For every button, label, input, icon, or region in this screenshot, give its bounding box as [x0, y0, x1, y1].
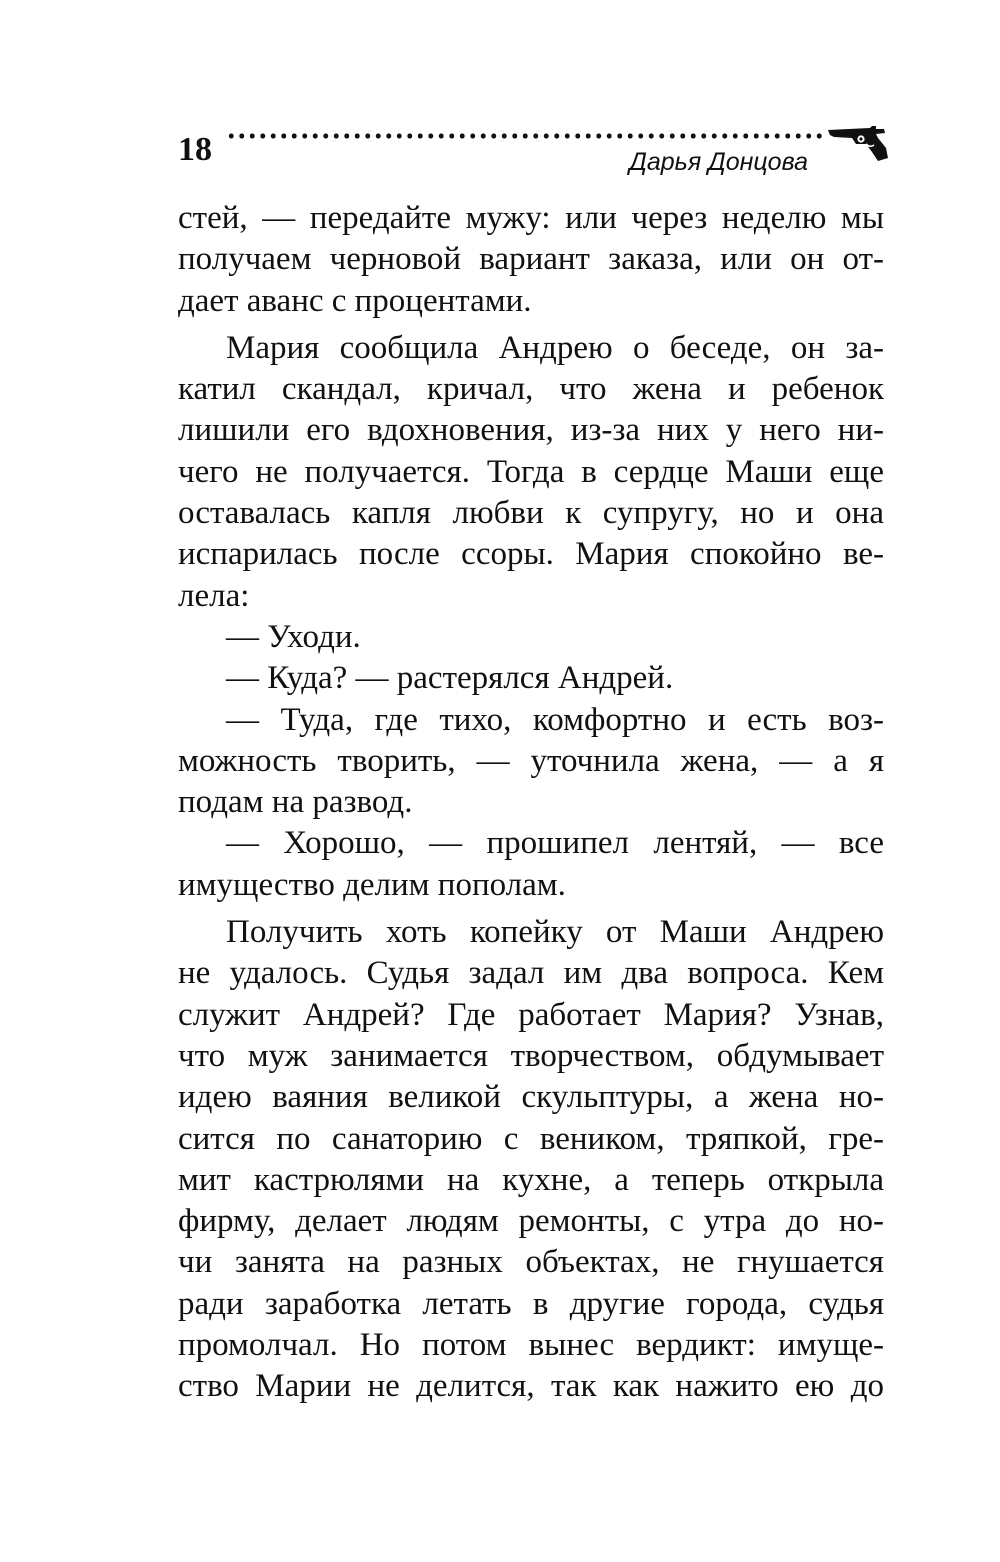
- text-line: можность творить, — уточнила жена, — а я: [178, 742, 884, 779]
- text-line: получаем черновой вариант заказа, или он от-: [178, 241, 884, 278]
- text-line: промолчал. Но потом вынес вердикт: имуще-: [178, 1327, 884, 1364]
- text-line: идею ваяния великой скульптуры, а жена но-: [178, 1079, 884, 1116]
- paragraph: [178, 328, 884, 617]
- text-line: чи занята на разных объектах, не гнушается: [178, 1244, 884, 1281]
- author-name: Дарья Донцова: [629, 148, 808, 176]
- page-header: [178, 118, 890, 188]
- text-line: — Хорошо, — прошипел лентяй, — все: [226, 825, 884, 862]
- text-line: что муж занимается творчеством, обдумывает: [178, 1037, 884, 1074]
- text-line: фирму, делает людям ремонты, с утра до но-: [178, 1203, 884, 1240]
- text-line: Мария сообщила Андрею о беседе, он за-: [226, 329, 884, 366]
- text-line: — Уходи.: [226, 618, 361, 655]
- paragraph: [178, 617, 884, 658]
- text-line: оставалась капля любви к супругу, но и она: [178, 495, 884, 532]
- text-line: — Куда? — растерялся Андрей.: [226, 660, 674, 697]
- revolver-icon: [826, 124, 890, 164]
- text-line: Получить хоть копейку от Маши Андрею: [226, 914, 884, 951]
- page-number: 18: [178, 131, 212, 168]
- text-line: мит кастрюлями на кухне, а теперь открыла: [178, 1161, 884, 1198]
- page-text: [178, 198, 884, 1408]
- text-line: ство Марии не делится, так как нажито ею до: [178, 1368, 884, 1405]
- text-line: испарилась после ссоры. Мария спокойно ве-: [178, 536, 884, 573]
- text-line: стей, — передайте мужу: или через неделю мы: [178, 200, 884, 236]
- text-line: чего не получается. Тогда в сердце Маши еще: [178, 453, 884, 490]
- paragraph: [178, 912, 884, 1408]
- text-line: катил скандал, кричал, что жена и ребенок: [178, 371, 884, 408]
- paragraph: [178, 700, 884, 824]
- header-dotted-rule: [226, 132, 826, 140]
- text-line: — Туда, где тихо, комфортно и есть воз-: [226, 701, 884, 738]
- paragraph: [178, 658, 884, 699]
- text-line: лела:: [178, 577, 250, 614]
- text-line: не удалось. Судья задал им два вопроса. Кем: [178, 955, 884, 992]
- text-line: ради заработка летать в другие города, судья: [178, 1285, 884, 1322]
- text-line: подам на развод.: [178, 784, 413, 821]
- paragraph: [178, 823, 884, 906]
- text-line: лишили его вдохновения, из-за них у него ни-: [178, 412, 884, 449]
- text-line: служит Андрей? Где работает Мария? Узнав,: [178, 996, 884, 1033]
- text-line: сится по санаторию с веником, тряпкой, гре-: [178, 1120, 884, 1157]
- paragraph: [178, 198, 884, 322]
- text-line: имущество делим пополам.: [178, 866, 566, 903]
- text-line: дает аванс с процентами.: [178, 282, 532, 319]
